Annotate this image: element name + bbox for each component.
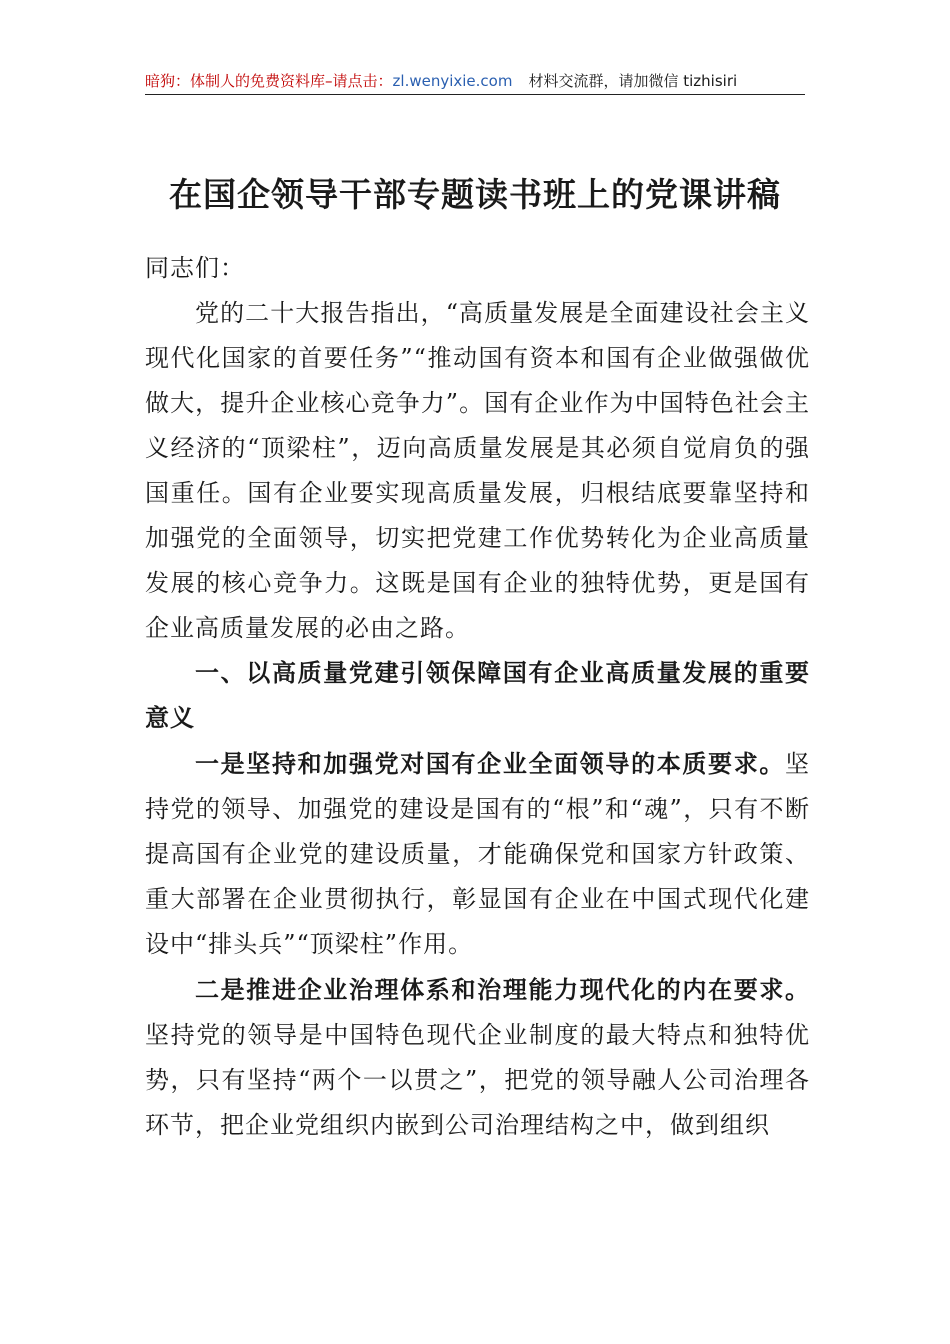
document-title: 在国企领导干部专题读书班上的党课讲稿 (169, 175, 781, 214)
header-link[interactable]: zl.wenyixie.com (392, 72, 513, 90)
point-1-paragraph (145, 741, 810, 967)
document-body (145, 246, 810, 1148)
header-divider (145, 94, 805, 95)
point-2-text: 坚持党的领导是中国特色现代企业制度的最大特点和独特优势，只有坚持“两个一以贯之”，把党的领导融人公司治理各环节，把企业党组织内嵌到公司治理结构之中，做到组织 (145, 1021, 810, 1139)
header-brand: 暗狗：体制人的免费资料库 (145, 72, 326, 90)
point-2-lead: 二是推进企业治理体系和治理能力现代化的内在要求。 (195, 975, 810, 1004)
section-heading-1: 一、以高质量党建引领保障国有企业高质量发展的重要意义 (145, 659, 810, 732)
header-contact: 材料交流群，请加微信 tizhisiri (528, 72, 738, 90)
header-banner (145, 68, 805, 94)
point-2-paragraph (145, 967, 810, 1148)
greeting: 同志们： (145, 254, 245, 282)
point-1-lead: 一是坚持和加强党对国有企业全面领导的本质要求。 (195, 749, 785, 778)
intro-paragraph: 党的二十大报告指出，“高质量发展是全面建设社会主义现代化国家的首要任务”“推动国有资本和国有企业做强做优做大，提升企业核心竞争力”。国有企业作为中国特色社会主义经济的“顶梁柱”，迈向高质量发展是其必须自觉肩负的强国重任。国有企业要实现高质量发展，归根结底要靠坚持和加强党的全面领导，切实把党建工作优势转化为企业高质量发展的核心竞争力。这既是国有企业的独特优势，更是国有企业高质量发展的必由之路。 (145, 299, 810, 642)
point-1-text: 坚持党的领导、加强党的建设是国有的“根”和“魂”，只有不断提高国有企业党的建设质量，才能确保党和国家方针政策、重大部署在企业贯彻执行，彰显国有企业在中国式现代化建设中“排头兵”“顶梁柱”作用。 (145, 750, 810, 958)
header-prompt: –请点击： (325, 72, 393, 90)
